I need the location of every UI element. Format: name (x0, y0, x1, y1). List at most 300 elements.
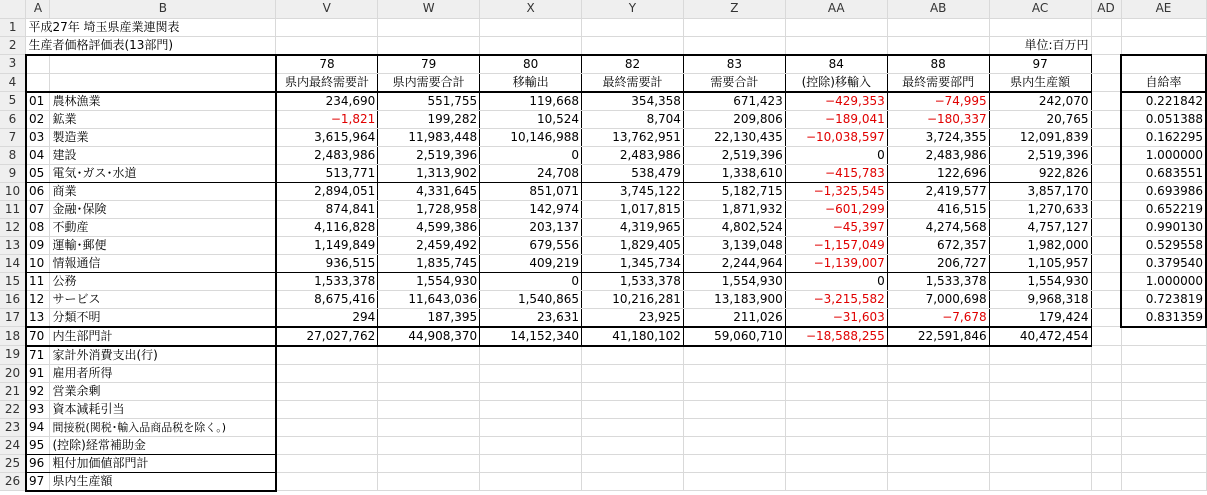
column-header-aa[interactable]: AA (785, 0, 887, 18)
sector-code[interactable]: 06 (26, 182, 50, 200)
ratio-cell[interactable]: 0.693986 (1121, 182, 1206, 200)
cell[interactable] (1091, 73, 1121, 92)
cell[interactable] (378, 364, 480, 382)
value-cell[interactable]: 1,982,000 (989, 236, 1091, 254)
value-cell[interactable]: 3,745,122 (582, 182, 684, 200)
table-title[interactable]: 平成27年 埼玉県産業連関表 (26, 18, 276, 36)
total-value[interactable]: 40,472,454 (989, 327, 1091, 346)
sector-name[interactable]: 運輸･郵便 (50, 236, 276, 254)
row-header[interactable]: 21 (0, 382, 26, 400)
cell[interactable] (480, 472, 582, 491)
value-cell[interactable]: 4,274,568 (887, 218, 989, 236)
cell[interactable] (276, 346, 378, 365)
sector-code[interactable]: 12 (26, 290, 50, 308)
cell[interactable] (989, 18, 1091, 36)
value-cell[interactable]: 2,519,396 (378, 146, 480, 164)
select-all-corner[interactable] (0, 0, 26, 18)
value-cell[interactable]: 0 (480, 146, 582, 164)
value-cell[interactable]: 851,071 (480, 182, 582, 200)
cell[interactable] (276, 382, 378, 400)
cell[interactable] (1121, 472, 1206, 491)
cell[interactable] (887, 36, 989, 55)
cell[interactable] (276, 36, 378, 55)
value-added-code[interactable]: 92 (26, 382, 50, 400)
cell[interactable] (887, 18, 989, 36)
sector-name[interactable]: 電気･ガス･水道 (50, 164, 276, 182)
cell[interactable] (1091, 218, 1121, 236)
cell[interactable] (785, 36, 887, 55)
cell[interactable] (1091, 418, 1121, 436)
value-added-code[interactable]: 93 (26, 400, 50, 418)
cell[interactable] (1121, 436, 1206, 454)
column-code[interactable]: 78 (276, 55, 378, 74)
value-cell[interactable]: 1,728,958 (378, 200, 480, 218)
value-cell[interactable]: −415,783 (785, 164, 887, 182)
value-cell[interactable]: 1,105,957 (989, 254, 1091, 272)
cell[interactable] (989, 454, 1091, 472)
cell[interactable] (887, 382, 989, 400)
column-name[interactable]: 県内生産額 (989, 73, 1091, 92)
cell[interactable] (480, 454, 582, 472)
ratio-cell[interactable]: 0.379540 (1121, 254, 1206, 272)
value-cell[interactable]: 1,533,378 (276, 272, 378, 290)
cell[interactable] (1091, 400, 1121, 418)
value-cell[interactable]: 0 (785, 146, 887, 164)
cell[interactable] (683, 346, 785, 365)
row-header[interactable]: 12 (0, 218, 26, 236)
value-cell[interactable]: 203,137 (480, 218, 582, 236)
value-cell[interactable]: −1,821 (276, 110, 378, 128)
value-cell[interactable]: 1,554,930 (378, 272, 480, 290)
cell[interactable] (785, 472, 887, 491)
cell[interactable] (683, 454, 785, 472)
cell[interactable] (683, 418, 785, 436)
cell[interactable] (480, 36, 582, 55)
value-cell[interactable]: 209,806 (683, 110, 785, 128)
cell[interactable] (276, 454, 378, 472)
cell[interactable] (785, 364, 887, 382)
value-cell[interactable]: 10,524 (480, 110, 582, 128)
cell[interactable] (276, 472, 378, 491)
value-cell[interactable]: 1,871,932 (683, 200, 785, 218)
ratio-cell[interactable]: 0.162295 (1121, 128, 1206, 146)
cell[interactable] (1121, 18, 1206, 36)
cell[interactable] (276, 400, 378, 418)
value-cell[interactable]: 24,708 (480, 164, 582, 182)
value-cell[interactable]: 3,724,355 (887, 128, 989, 146)
sector-code[interactable]: 07 (26, 200, 50, 218)
cell[interactable] (1121, 327, 1206, 346)
column-code[interactable]: 84 (785, 55, 887, 74)
cell[interactable] (989, 472, 1091, 491)
cell[interactable] (378, 18, 480, 36)
column-header-a[interactable]: A (26, 0, 50, 18)
cell[interactable] (785, 400, 887, 418)
value-cell[interactable]: 10,146,988 (480, 128, 582, 146)
column-header-b[interactable]: B (50, 0, 276, 18)
row-header[interactable]: 25 (0, 454, 26, 472)
cell[interactable] (276, 364, 378, 382)
cell[interactable] (887, 364, 989, 382)
value-cell[interactable]: 2,419,577 (887, 182, 989, 200)
value-cell[interactable]: 22,130,435 (683, 128, 785, 146)
value-added-code[interactable]: 96 (26, 454, 50, 472)
value-cell[interactable]: 187,395 (378, 308, 480, 327)
row-header[interactable]: 3 (0, 55, 26, 74)
sector-name[interactable]: 製造業 (50, 128, 276, 146)
value-cell[interactable]: 874,841 (276, 200, 378, 218)
cell[interactable] (683, 400, 785, 418)
value-cell[interactable]: 1,270,633 (989, 200, 1091, 218)
cell[interactable] (1091, 290, 1121, 308)
cell[interactable] (1091, 254, 1121, 272)
value-cell[interactable]: 206,727 (887, 254, 989, 272)
value-cell[interactable]: 13,762,951 (582, 128, 684, 146)
cell[interactable] (1121, 382, 1206, 400)
column-header-y[interactable]: Y (582, 0, 684, 18)
cell[interactable] (1121, 55, 1206, 74)
cell[interactable] (1121, 418, 1206, 436)
column-header-ae[interactable]: AE (1121, 0, 1206, 18)
sector-name[interactable]: 金融･保険 (50, 200, 276, 218)
row-header[interactable]: 7 (0, 128, 26, 146)
value-cell[interactable]: 513,771 (276, 164, 378, 182)
cell[interactable] (887, 454, 989, 472)
cell[interactable] (683, 18, 785, 36)
value-cell[interactable]: 3,139,048 (683, 236, 785, 254)
cell[interactable] (1091, 272, 1121, 290)
cell[interactable] (887, 436, 989, 454)
row-header[interactable]: 18 (0, 327, 26, 346)
value-cell[interactable]: 3,857,170 (989, 182, 1091, 200)
column-header-v[interactable]: V (276, 0, 378, 18)
sector-code[interactable]: 10 (26, 254, 50, 272)
sector-name[interactable]: 不動産 (50, 218, 276, 236)
row-header[interactable]: 2 (0, 36, 26, 55)
value-cell[interactable]: 3,615,964 (276, 128, 378, 146)
row-header[interactable]: 5 (0, 92, 26, 111)
ratio-cell[interactable]: 0.990130 (1121, 218, 1206, 236)
column-header-ab[interactable]: AB (887, 0, 989, 18)
value-added-name[interactable]: 間接税(関税･輸入品商品税を除く｡) (50, 418, 276, 436)
value-cell[interactable]: 551,755 (378, 92, 480, 111)
table-subtitle[interactable]: 生産者価格評価表(13部門) (26, 36, 276, 55)
value-cell[interactable]: −1,157,049 (785, 236, 887, 254)
sector-code[interactable]: 11 (26, 272, 50, 290)
ratio-cell[interactable]: 0.051388 (1121, 110, 1206, 128)
cell[interactable] (989, 382, 1091, 400)
value-cell[interactable]: 12,091,839 (989, 128, 1091, 146)
cell[interactable] (480, 436, 582, 454)
column-code[interactable]: 79 (378, 55, 480, 74)
value-cell[interactable]: 2,483,986 (887, 146, 989, 164)
ratio-cell[interactable]: 0.652219 (1121, 200, 1206, 218)
cell[interactable] (1091, 182, 1121, 200)
row-header[interactable]: 1 (0, 18, 26, 36)
cell[interactable] (582, 18, 684, 36)
cell[interactable] (378, 472, 480, 491)
total-name[interactable]: 内生部門計 (50, 327, 276, 346)
column-header-ac[interactable]: AC (989, 0, 1091, 18)
value-cell[interactable]: 1,829,405 (582, 236, 684, 254)
cell[interactable] (989, 364, 1091, 382)
value-cell[interactable]: 2,894,051 (276, 182, 378, 200)
sector-code[interactable]: 02 (26, 110, 50, 128)
row-header[interactable]: 17 (0, 308, 26, 327)
sector-code[interactable]: 03 (26, 128, 50, 146)
ratio-cell[interactable]: 1.000000 (1121, 146, 1206, 164)
ratio-cell[interactable]: 0.529558 (1121, 236, 1206, 254)
value-cell[interactable]: 354,358 (582, 92, 684, 111)
cell[interactable] (1091, 472, 1121, 491)
value-cell[interactable]: −7,678 (887, 308, 989, 327)
cell[interactable] (1091, 128, 1121, 146)
cell[interactable] (1091, 110, 1121, 128)
cell[interactable] (989, 436, 1091, 454)
value-cell[interactable]: 538,479 (582, 164, 684, 182)
total-value[interactable]: 44,908,370 (378, 327, 480, 346)
cell[interactable] (378, 382, 480, 400)
total-value[interactable]: 22,591,846 (887, 327, 989, 346)
value-cell[interactable]: 1,554,930 (683, 272, 785, 290)
cell[interactable] (582, 364, 684, 382)
cell[interactable] (1091, 364, 1121, 382)
row-header[interactable]: 26 (0, 472, 26, 491)
value-cell[interactable]: 2,244,964 (683, 254, 785, 272)
row-header[interactable]: 16 (0, 290, 26, 308)
cell[interactable] (582, 418, 684, 436)
column-code[interactable]: 97 (989, 55, 1091, 74)
value-cell[interactable]: 4,757,127 (989, 218, 1091, 236)
value-cell[interactable]: −3,215,582 (785, 290, 887, 308)
value-cell[interactable]: 4,116,828 (276, 218, 378, 236)
column-name[interactable]: 最終需要計 (582, 73, 684, 92)
value-cell[interactable]: 13,183,900 (683, 290, 785, 308)
cell[interactable] (683, 36, 785, 55)
cell[interactable] (378, 400, 480, 418)
cell[interactable] (26, 55, 50, 74)
value-cell[interactable]: 1,149,849 (276, 236, 378, 254)
row-header[interactable]: 20 (0, 364, 26, 382)
cell[interactable] (1091, 36, 1121, 55)
cell[interactable] (887, 418, 989, 436)
cell[interactable] (1091, 382, 1121, 400)
row-header[interactable]: 6 (0, 110, 26, 128)
value-cell[interactable]: 294 (276, 308, 378, 327)
value-cell[interactable]: 23,925 (582, 308, 684, 327)
value-cell[interactable]: 2,483,986 (582, 146, 684, 164)
value-cell[interactable]: 1,533,378 (582, 272, 684, 290)
value-added-name[interactable]: 粗付加価値部門計 (50, 454, 276, 472)
sector-code[interactable]: 04 (26, 146, 50, 164)
value-cell[interactable]: 2,519,396 (683, 146, 785, 164)
column-header-z[interactable]: Z (683, 0, 785, 18)
total-code[interactable]: 70 (26, 327, 50, 346)
column-name[interactable]: 県内最終需要計 (276, 73, 378, 92)
value-cell[interactable]: 7,000,698 (887, 290, 989, 308)
cell[interactable] (683, 472, 785, 491)
row-header[interactable]: 19 (0, 346, 26, 365)
cell[interactable] (50, 73, 276, 92)
cell[interactable] (582, 400, 684, 418)
cell[interactable] (582, 346, 684, 365)
value-cell[interactable]: 8,704 (582, 110, 684, 128)
cell[interactable] (989, 418, 1091, 436)
ratio-cell[interactable]: 0.221842 (1121, 92, 1206, 111)
value-cell[interactable]: 2,483,986 (276, 146, 378, 164)
value-cell[interactable]: 1,338,610 (683, 164, 785, 182)
cell[interactable] (1121, 400, 1206, 418)
value-added-name[interactable]: 雇用者所得 (50, 364, 276, 382)
sector-code[interactable]: 08 (26, 218, 50, 236)
value-cell[interactable]: 1,835,745 (378, 254, 480, 272)
cell[interactable] (1091, 200, 1121, 218)
cell[interactable] (1121, 36, 1206, 55)
sector-name[interactable]: 公務 (50, 272, 276, 290)
cell[interactable] (378, 436, 480, 454)
cell[interactable] (582, 436, 684, 454)
cell[interactable] (480, 364, 582, 382)
cell[interactable] (582, 454, 684, 472)
unit-label[interactable]: 単位:百万円 (989, 36, 1091, 55)
row-header[interactable]: 13 (0, 236, 26, 254)
value-cell[interactable]: 1,017,815 (582, 200, 684, 218)
value-cell[interactable]: −601,299 (785, 200, 887, 218)
row-header[interactable]: 10 (0, 182, 26, 200)
row-header[interactable]: 22 (0, 400, 26, 418)
row-header[interactable]: 14 (0, 254, 26, 272)
value-cell[interactable]: −45,397 (785, 218, 887, 236)
value-cell[interactable]: 179,424 (989, 308, 1091, 327)
value-cell[interactable]: −429,353 (785, 92, 887, 111)
cell[interactable] (378, 36, 480, 55)
value-cell[interactable]: 1,345,734 (582, 254, 684, 272)
value-cell[interactable]: 4,331,645 (378, 182, 480, 200)
value-cell[interactable]: 4,319,965 (582, 218, 684, 236)
value-cell[interactable]: 672,357 (887, 236, 989, 254)
column-name[interactable]: 移輸出 (480, 73, 582, 92)
value-cell[interactable]: 2,459,492 (378, 236, 480, 254)
cell[interactable] (1121, 346, 1206, 365)
cell[interactable] (1091, 454, 1121, 472)
value-cell[interactable]: 10,216,281 (582, 290, 684, 308)
row-header[interactable]: 8 (0, 146, 26, 164)
cell[interactable] (887, 400, 989, 418)
value-cell[interactable]: 936,515 (276, 254, 378, 272)
row-header[interactable]: 15 (0, 272, 26, 290)
column-code[interactable]: 80 (480, 55, 582, 74)
cell[interactable] (1091, 327, 1121, 346)
value-added-code[interactable]: 94 (26, 418, 50, 436)
column-code[interactable]: 88 (887, 55, 989, 74)
cell[interactable] (785, 382, 887, 400)
value-added-name[interactable]: 家計外消費支出(行) (50, 346, 276, 365)
ratio-cell[interactable]: 0.723819 (1121, 290, 1206, 308)
value-cell[interactable]: 11,643,036 (378, 290, 480, 308)
sector-code[interactable]: 13 (26, 308, 50, 327)
value-cell[interactable]: 211,026 (683, 308, 785, 327)
cell[interactable] (50, 55, 276, 74)
value-cell[interactable]: 8,675,416 (276, 290, 378, 308)
cell[interactable] (887, 472, 989, 491)
column-header-ad[interactable]: AD (1091, 0, 1121, 18)
row-header[interactable]: 11 (0, 200, 26, 218)
ratio-cell[interactable]: 1.000000 (1121, 272, 1206, 290)
cell[interactable] (378, 454, 480, 472)
value-cell[interactable]: −1,139,007 (785, 254, 887, 272)
ratio-header[interactable]: 自給率 (1121, 73, 1206, 92)
sector-name[interactable]: 分類不明 (50, 308, 276, 327)
column-name[interactable]: (控除)移輸入 (785, 73, 887, 92)
cell[interactable] (480, 382, 582, 400)
value-cell[interactable]: 199,282 (378, 110, 480, 128)
cell[interactable] (989, 400, 1091, 418)
value-cell[interactable]: 0 (480, 272, 582, 290)
cell[interactable] (683, 364, 785, 382)
ratio-cell[interactable]: 0.683551 (1121, 164, 1206, 182)
value-cell[interactable]: 234,690 (276, 92, 378, 111)
value-cell[interactable]: 1,540,865 (480, 290, 582, 308)
cell[interactable] (1121, 364, 1206, 382)
cell[interactable] (276, 436, 378, 454)
value-added-code[interactable]: 71 (26, 346, 50, 365)
row-header[interactable]: 23 (0, 418, 26, 436)
cell[interactable] (276, 18, 378, 36)
cell[interactable] (1091, 146, 1121, 164)
value-cell[interactable]: 11,983,448 (378, 128, 480, 146)
column-code[interactable]: 83 (683, 55, 785, 74)
value-cell[interactable]: 122,696 (887, 164, 989, 182)
value-cell[interactable]: −31,603 (785, 308, 887, 327)
row-header[interactable]: 4 (0, 73, 26, 92)
column-name[interactable]: 需要合計 (683, 73, 785, 92)
value-cell[interactable]: 1,554,930 (989, 272, 1091, 290)
sector-name[interactable]: サービス (50, 290, 276, 308)
cell[interactable] (1091, 436, 1121, 454)
value-cell[interactable]: −189,041 (785, 110, 887, 128)
value-cell[interactable]: −1,325,545 (785, 182, 887, 200)
sector-code[interactable]: 05 (26, 164, 50, 182)
value-cell[interactable]: 4,802,524 (683, 218, 785, 236)
row-header[interactable]: 24 (0, 436, 26, 454)
value-added-name[interactable]: 営業余剰 (50, 382, 276, 400)
value-cell[interactable]: −74,995 (887, 92, 989, 111)
column-name[interactable]: 県内需要合計 (378, 73, 480, 92)
value-added-name[interactable]: 県内生産額 (50, 472, 276, 491)
column-code[interactable]: 82 (582, 55, 684, 74)
cell[interactable] (480, 18, 582, 36)
value-cell[interactable]: −10,038,597 (785, 128, 887, 146)
sector-name[interactable]: 鉱業 (50, 110, 276, 128)
total-value[interactable]: 41,180,102 (582, 327, 684, 346)
value-cell[interactable]: 20,765 (989, 110, 1091, 128)
cell[interactable] (378, 418, 480, 436)
value-cell[interactable]: −180,337 (887, 110, 989, 128)
value-cell[interactable]: 0 (785, 272, 887, 290)
sector-code[interactable]: 09 (26, 236, 50, 254)
value-cell[interactable]: 23,631 (480, 308, 582, 327)
value-added-name[interactable]: 資本減耗引当 (50, 400, 276, 418)
cell[interactable] (785, 346, 887, 365)
cell[interactable] (785, 436, 887, 454)
value-added-code[interactable]: 97 (26, 472, 50, 491)
value-cell[interactable]: 679,556 (480, 236, 582, 254)
cell[interactable] (785, 454, 887, 472)
value-cell[interactable]: 2,519,396 (989, 146, 1091, 164)
cell[interactable] (1091, 164, 1121, 182)
cell[interactable] (276, 418, 378, 436)
cell[interactable] (1091, 55, 1121, 74)
